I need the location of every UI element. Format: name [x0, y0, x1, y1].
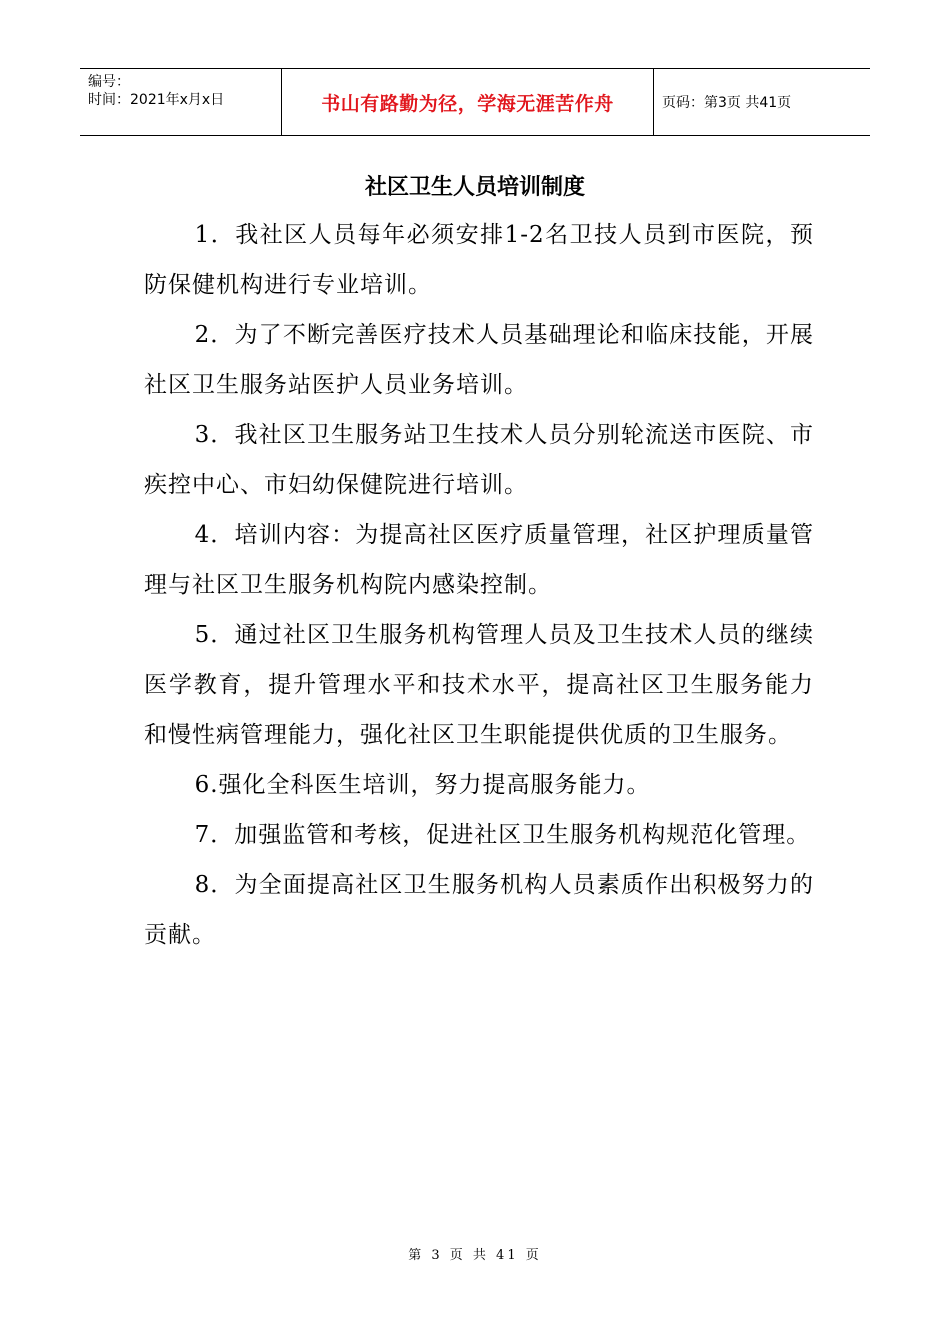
paragraph: 7．加强监管和考核，促进社区卫生服务机构规范化管理。 [194, 822, 811, 848]
page-info: 页码：第3页 共41页 [662, 95, 792, 111]
paragraph: 2．为了不断完善医疗技术人员基础理论和临床技能，开展社区卫生服务站医护人员业务培训。 [144, 322, 814, 398]
page-footer: 第 3 页 共 41 页 [408, 1248, 542, 1263]
paragraph: 4．培训内容：为提高社区医疗质量管理，社区护理质量管理与社区卫生服务机构院内感染控制。 [144, 522, 814, 598]
header-meta-cell [80, 69, 282, 135]
paragraph: 6.强化全科医生培训，努力提高服务能力。 [194, 772, 651, 798]
document-header [80, 68, 870, 136]
motto: 书山有路勤为径，学海无涯苦作舟 [282, 69, 654, 135]
document-body [144, 210, 814, 960]
document-title: 社区卫生人员培训制度 [364, 175, 585, 200]
code-label: 编号： [88, 74, 130, 90]
date-label: 时间：2021年x月x日 [88, 92, 225, 108]
paragraph: 1．我社区人员每年必须安排1-2名卫技人员到市医院，预防保健机构进行专业培训。 [144, 222, 814, 298]
paragraph: 8．为全面提高社区卫生服务机构人员素质作出积极努力的贡献。 [144, 872, 814, 948]
paragraph: 5．通过社区卫生服务机构管理人员及卫生技术人员的继续医学教育，提升管理水平和技术水平，提高社区卫生服务能力和慢性病管理能力，强化社区卫生职能提供优质的卫生服务。 [144, 622, 814, 748]
paragraph: 3．我社区卫生服务站卫生技术人员分别轮流送市医院、市疾控中心、市妇幼保健院进行培训。 [144, 422, 814, 498]
